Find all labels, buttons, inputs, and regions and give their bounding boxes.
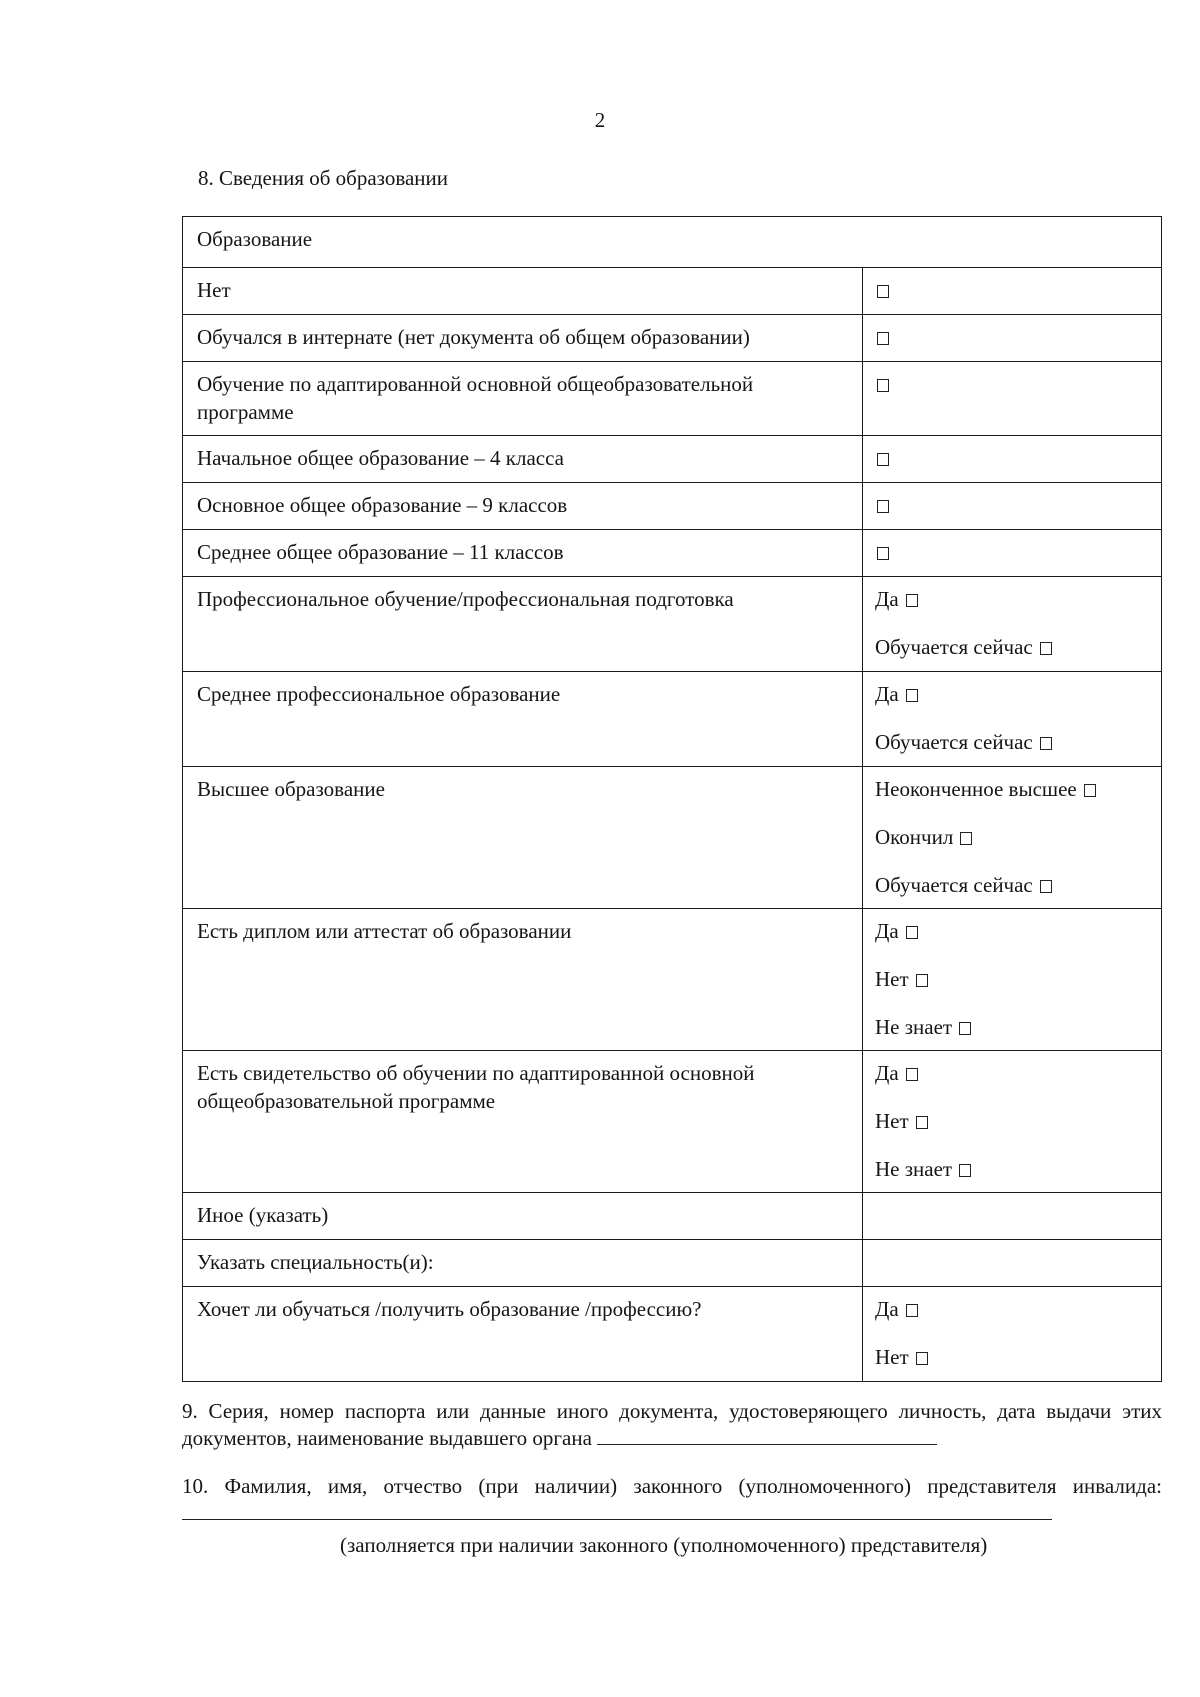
passport-label: 9. Серия, номер паспорта или данные иного документа, удостоверяющего личность, дата выдачи этих документов, наименование выдавшего органа xyxy=(182,1399,1162,1450)
table-row xyxy=(183,362,1162,436)
checkbox[interactable] xyxy=(916,1352,928,1365)
page-number: 2 xyxy=(594,108,606,132)
option xyxy=(875,871,1151,899)
table-row xyxy=(183,530,1162,577)
option xyxy=(875,728,1151,756)
row-label: Иное (указать) xyxy=(183,1193,863,1240)
option-label: Да xyxy=(875,1061,899,1085)
row-options xyxy=(863,672,1162,767)
option xyxy=(875,965,1151,1013)
option-label: Не знает xyxy=(875,1157,953,1181)
checkbox[interactable] xyxy=(916,974,928,987)
checkbox[interactable] xyxy=(906,1304,918,1317)
option xyxy=(875,538,1151,566)
row-label: Высшее образование xyxy=(183,767,863,909)
checkbox[interactable] xyxy=(877,285,889,298)
checkbox[interactable] xyxy=(877,379,889,392)
row-options xyxy=(863,483,1162,530)
option xyxy=(875,491,1151,519)
row-label: Есть свидетельство об обучении по адаптированной основной общеобразовательной программе xyxy=(183,1051,863,1193)
option xyxy=(875,1107,1151,1155)
option xyxy=(875,680,1151,728)
row-label: Среднее профессиональное образование xyxy=(183,672,863,767)
row-options xyxy=(863,1051,1162,1193)
row-label: Хочет ли обучаться /получить образование /профессию? xyxy=(183,1287,863,1382)
option xyxy=(875,1013,1151,1041)
option xyxy=(875,633,1151,661)
row-options xyxy=(863,315,1162,362)
row-label: Обучался в интернате (нет документа об общем образовании) xyxy=(183,315,863,362)
option-label: Да xyxy=(875,587,899,611)
table-row xyxy=(183,672,1162,767)
checkbox[interactable] xyxy=(1040,737,1052,750)
option-label: Нет xyxy=(875,967,909,991)
row-options xyxy=(863,767,1162,909)
checkbox[interactable] xyxy=(960,832,972,845)
checkbox[interactable] xyxy=(906,1068,918,1081)
row-options xyxy=(863,268,1162,315)
option-label: Окончил xyxy=(875,825,954,849)
table-row xyxy=(183,1051,1162,1193)
option-label: Обучается сейчас xyxy=(875,730,1033,754)
passport-paragraph xyxy=(182,1398,1162,1451)
option xyxy=(875,323,1151,351)
row-options xyxy=(863,530,1162,577)
checkbox[interactable] xyxy=(959,1164,971,1177)
row-options xyxy=(863,1240,1162,1287)
table-header: Образование xyxy=(183,217,1162,268)
table-row xyxy=(183,577,1162,672)
option-label: Неоконченное высшее xyxy=(875,777,1077,801)
row-options xyxy=(863,577,1162,672)
table-row xyxy=(183,483,1162,530)
passport-input-line[interactable] xyxy=(597,1424,937,1445)
row-label: Обучение по адаптированной основной общеобразовательной программе xyxy=(183,362,863,436)
table-row xyxy=(183,315,1162,362)
table-row xyxy=(183,1193,1162,1240)
option-label: Нет xyxy=(875,1345,909,1369)
option xyxy=(875,585,1151,633)
row-options xyxy=(863,436,1162,483)
row-options xyxy=(863,362,1162,436)
representative-note: (заполняется при наличии законного (уполномоченного) представителя) xyxy=(340,1533,988,1557)
row-label: Среднее общее образование – 11 классов xyxy=(183,530,863,577)
option xyxy=(875,1155,1151,1183)
row-options xyxy=(863,1193,1162,1240)
checkbox[interactable] xyxy=(906,689,918,702)
option xyxy=(875,444,1151,472)
option-label: Да xyxy=(875,1297,899,1321)
checkbox[interactable] xyxy=(1040,880,1052,893)
checkbox[interactable] xyxy=(916,1116,928,1129)
checkbox[interactable] xyxy=(906,926,918,939)
checkbox[interactable] xyxy=(906,594,918,607)
checkbox[interactable] xyxy=(877,453,889,466)
option-label: Обучается сейчас xyxy=(875,635,1033,659)
checkbox[interactable] xyxy=(877,332,889,345)
table-row xyxy=(183,1287,1162,1382)
option-label: Обучается сейчас xyxy=(875,873,1033,897)
option xyxy=(875,1059,1151,1107)
checkbox[interactable] xyxy=(959,1022,971,1035)
row-options xyxy=(863,909,1162,1051)
checkbox[interactable] xyxy=(1040,642,1052,655)
representative-input-line[interactable] xyxy=(182,1499,1052,1520)
section-title: 8. Сведения об образовании xyxy=(198,166,449,190)
representative-paragraph xyxy=(182,1473,1162,1526)
table-row xyxy=(183,909,1162,1051)
table-row xyxy=(183,436,1162,483)
checkbox[interactable] xyxy=(877,547,889,560)
representative-label: 10. Фамилия, имя, отчество (при наличии) законного (уполномоченного) представителя инвалида: xyxy=(182,1474,1162,1498)
education-table xyxy=(182,216,1162,1382)
option-label: Да xyxy=(875,919,899,943)
row-label: Начальное общее образование – 4 класса xyxy=(183,436,863,483)
option-label: Нет xyxy=(875,1109,909,1133)
table-row xyxy=(183,767,1162,909)
option xyxy=(875,1343,1151,1371)
option xyxy=(875,276,1151,304)
table-header-row xyxy=(183,217,1162,268)
row-label: Нет xyxy=(183,268,863,315)
option xyxy=(875,917,1151,965)
checkbox[interactable] xyxy=(1084,784,1096,797)
row-label: Основное общее образование – 9 классов xyxy=(183,483,863,530)
option-label: Не знает xyxy=(875,1015,953,1039)
row-options xyxy=(863,1287,1162,1382)
option xyxy=(875,370,1151,398)
table-row xyxy=(183,268,1162,315)
row-label: Указать специальность(и): xyxy=(183,1240,863,1287)
row-label: Есть диплом или аттестат об образовании xyxy=(183,909,863,1051)
checkbox[interactable] xyxy=(877,500,889,513)
option xyxy=(875,823,1151,871)
table-row xyxy=(183,1240,1162,1287)
option xyxy=(875,775,1151,823)
option-label: Да xyxy=(875,682,899,706)
option xyxy=(875,1295,1151,1343)
row-label: Профессиональное обучение/профессиональная подготовка xyxy=(183,577,863,672)
